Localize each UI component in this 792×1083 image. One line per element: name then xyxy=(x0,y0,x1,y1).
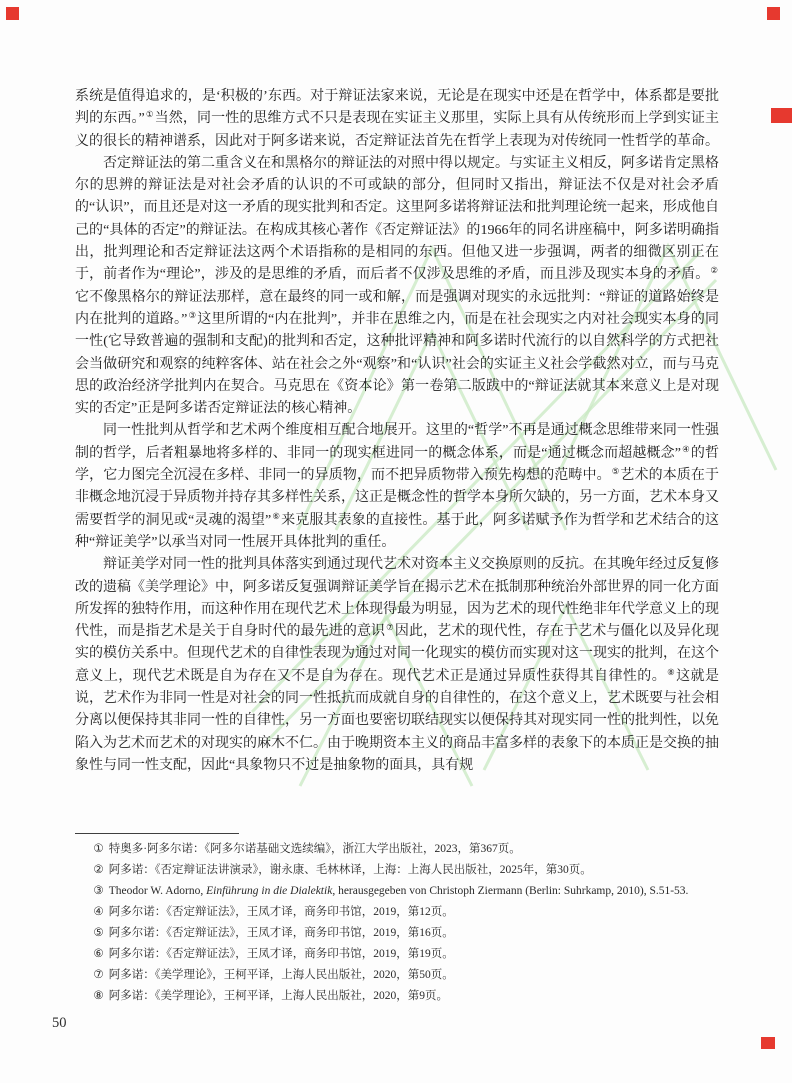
footnote-ref: ⑧ xyxy=(667,666,676,677)
body-text xyxy=(75,86,719,777)
footnote-ref: ⑦ xyxy=(386,622,394,633)
text-run: Theodor W. Adorno, xyxy=(108,885,207,897)
footnote-marker: ① xyxy=(93,843,104,855)
footnote-marker: ⑧ xyxy=(93,990,104,1002)
footnotes xyxy=(75,839,721,1007)
text-run: 艺术的本质在于非概念地沉浸于异质物并持存其多样性关系，这正是概念性的哲学本身所欠缺的，另一方面，艺术本身又需要哲学的洞见或“灵魂的渴望” xyxy=(75,468,720,528)
page-number: 50 xyxy=(52,1015,67,1031)
footnote-marker: ② xyxy=(93,864,104,876)
text-run: 阿多诺：《否定辩证法讲演录》，谢永康、毛林林译，上海：上海人民出版社，2025年，第30页。 xyxy=(108,864,592,876)
text-run: 系统是值得追求的，是‘积极的’东西。对于辩证法家来说，无论是在现实中还是在哲学中，体系都是要批判的东西。” xyxy=(75,89,719,127)
paragraph xyxy=(75,554,719,777)
text-run: 因此，艺术的现代性，存在于艺术与僵化以及异化现实的模仿关系中。但现代艺术的自律性表现为通过对同一化现实的模仿而实现对这一现实的批判，在这个意义上，现代艺术既是自为存在又不是自为存在。现代艺术正是通过异质性获得其自律性的。 xyxy=(75,624,719,684)
footnote-ref: ③ xyxy=(188,309,197,320)
corner-mark-bottom-right xyxy=(761,1037,775,1049)
footnote-ref: ② xyxy=(710,265,718,276)
footnote-ref: ⑥ xyxy=(272,510,281,521)
footnote-item xyxy=(75,881,721,902)
italic-title: Einführung in die Dialektik xyxy=(206,885,333,897)
text-run: 当然，同一性的思维方式不只是表现在实证主义那里，实际上具有从传统形而上学到实证主义的很长的精神谱系，因此对于阿多诺来说，否定辩证法首先在哲学上表现为对传统同一性哲学的革命。 xyxy=(75,111,720,149)
footnote-marker: ④ xyxy=(93,906,104,918)
footnote-separator xyxy=(75,833,239,834)
footnote-item xyxy=(75,944,721,965)
text-run: 它不像黑格尔的辩证法那样，意在最终的同一或和解，而是强调对现实的永远批判：“辩证的道路始终是内在批判的道路。” xyxy=(75,289,719,327)
corner-mark-top-left xyxy=(6,7,19,20)
footnote-ref: ① xyxy=(145,109,154,120)
footnote-ref: ⑤ xyxy=(611,466,620,477)
text-run: 辩证美学对同一性的批判具体落实到通过现代艺术对资本主义交换原则的反抗。在其晚年经过反复修改的遗稿《美学理论》中，阿多诺反复强调辩证美学旨在揭示艺术在抵制那种统治外部世界的同一化方面所发挥的独特作用，而这种作用在现代艺术上体现得最为明显，因为艺术的现代性绝非年代学意义上的现代性，而是指艺术是关于自身时代的最先进的意识 xyxy=(75,557,719,640)
footnote-marker: ⑦ xyxy=(93,969,104,981)
footnote-item xyxy=(75,902,721,923)
footnote-marker: ⑥ xyxy=(93,948,104,960)
text-run: 阿多诺：《美学理论》，王柯平译，上海人民出版社，2020，第9页。 xyxy=(108,990,448,1002)
text-run: 阿多尔诺：《否定辩证法》，王凤才译，商务印书馆，2019，第12页。 xyxy=(108,906,454,918)
text-run: 这里所谓的“内在批判”，并非在思维之内，而是在社会现实之内对社会现实本身的同一性(它导致普遍的强制和支配)的批判和否定，这种批评精神和阿多诺时代流行的以自然科学的方式把社会当做研究和观察的纯粹客体、站在社会之外“观察”和“认识”社会的实证主义社会学截然对立，而与马克思的政治经济学批判内在契合。马克思在《资本论》第一卷第二版跋中的“辩证法就其本来意义上是对现实的否定”正是阿多诺否定辩证法的核心精神。 xyxy=(75,311,719,417)
text-run: 否定辩证法的第二重含义在和黑格尔的辩证法的对照中得以规定。与实证主义相反，阿多诺肯定黑格尔的思辨的辩证法是对社会矛盾的认识的不可或缺的部分，但同时又指出，辩证法不仅是对社会矛盾的“认识”，而且还是对这一矛盾的现实批判和否定。这里阿多诺将辩证法和批判理论统一起来，形成他自己的“具体的否定”的辩证法。在构成其核心著作《否定辩证法》的1966年的同名讲座稿中，阿多诺明确指出，批判理论和否定辩证法这两个术语指称的是相同的东西。但他又进一步强调，两者的细微区别正在于，前者作为“理论”，涉及的是思维的矛盾，而后者不仅涉及思维的矛盾，而且涉及现实本身的矛盾。 xyxy=(75,155,719,283)
text-run: 阿多尔诺：《否定辩证法》，王凤才译，商务印书馆，2019，第16页。 xyxy=(108,927,454,939)
corner-mark-right-edge xyxy=(771,108,792,123)
text-run: 特奥多·阿多尔诺：《阿多尔诺基础文选续编》，浙江大学出版社，2023，第367页。 xyxy=(108,843,521,855)
footnote-marker: ⑤ xyxy=(93,927,104,939)
footnote-ref: ④ xyxy=(681,443,690,454)
footnote-item xyxy=(75,986,721,1007)
text-run: 阿多尔诺：《否定辩证法》，王凤才译，商务印书馆，2019，第19页。 xyxy=(108,948,454,960)
text-run: , herausgegeben von Christoph Ziermann (Berlin: Suhrkamp, 2010), S.51-53. xyxy=(332,885,689,897)
footnote-item xyxy=(75,965,721,986)
text-run: 同一性批判从哲学和艺术两个维度相互配合地展开。这里的“哲学”不再是通过概念思维带来同一性强制的哲学，后者粗暴地将多样的、非同一的现实框进同一的概念体系，而是“通过概念而超越概念” xyxy=(75,423,719,461)
paragraph xyxy=(75,420,719,554)
text-run: 这就是说，艺术作为非同一性是对社会的同一性抵抗而成就自身的自律性的，在这个意义上，艺术既要与社会相分离以便保持其非同一性的自律性，另一方面也要密切联结现实以便保持其对现实同一性的批判性，以免陷入为艺术而艺术的对现实的麻木不仁。由于晚期资本主义的商品丰富多样的表象下的本质正是交换的抽象性与同一性支配，因此“具象物只不过是抽象物的面具，具有规 xyxy=(75,668,720,773)
paragraph xyxy=(75,86,719,153)
footnote-item xyxy=(75,923,721,944)
paragraph xyxy=(75,153,719,421)
footnote-item xyxy=(75,860,721,881)
text-run: 阿多诺：《美学理论》，王柯平译，上海人民出版社，2020，第50页。 xyxy=(108,969,454,981)
footnote-item xyxy=(75,839,721,860)
corner-mark-top-right xyxy=(767,7,780,20)
text-run: 的哲学，它力图完全沉浸在多样、非同一的异质物，而不把异质物带入预先构想的范畴中。 xyxy=(75,445,720,484)
footnote-marker: ③ xyxy=(93,885,104,897)
text-run: 来克服其表象的直接性。基于此，阿多诺赋予作为哲学和艺术结合的这种“辩证美学”以承当对同一性展开具体批判的重任。 xyxy=(75,512,719,550)
